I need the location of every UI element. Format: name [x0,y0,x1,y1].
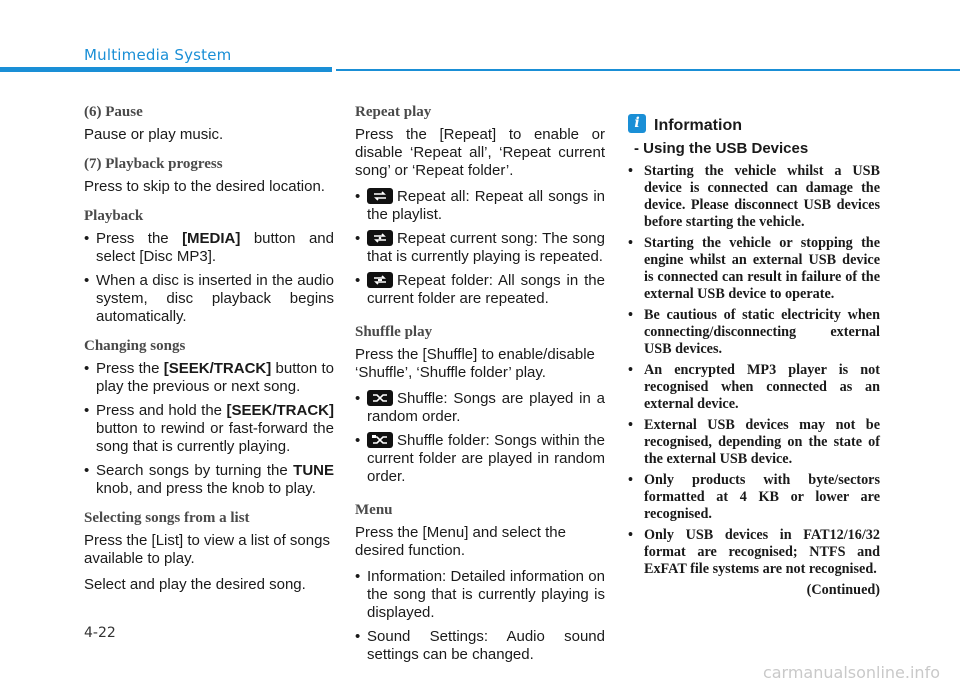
selecting-heading: Selecting songs from a list [84,510,250,526]
header-rule [336,69,960,71]
repeat-list [355,188,605,308]
list-item: • Starting the vehicle or stopping the engine whilst an external USB device is connected can result in failure of the external USB device to operate. [628,235,880,302]
continued-label: (Continued) [806,582,880,598]
selecting-text: Press the [List] to view a list of songs available to play. [84,532,330,567]
header-bar [0,67,332,72]
changing-list [84,360,334,498]
shuffle-text: Press the [Shuffle] to enable/disable ‘Shuffle’, ‘Shuffle folder’ play. [355,346,595,381]
info-subtitle: - Using the USB Devices [634,140,809,157]
list-item: • Repeat folder: All songs in the current folder are repeated. [355,272,605,307]
list-item: • Repeat all: Repeat all songs in the playlist. [355,188,605,223]
progress-text: Press to skip to the desired location. [84,178,325,195]
list-item: • Information: Detailed information on the song that is currently playing is displayed. [355,568,605,621]
repeat-one-icon [367,230,393,246]
list-item: • When a disc is inserted in the audio system, disc playback begins automatically. [84,272,334,325]
pause-heading: (6) Pause [84,104,143,120]
repeat-text: Press the [Repeat] to enable or disable ‘Repeat all’, ‘Repeat current song’ or ‘Repeat folder’. [355,126,605,179]
shuffle-folder-icon [367,432,393,448]
shuffle-heading: Shuffle play [355,324,433,340]
list-item: • Press the [SEEK/TRACK] button to play the previous or next song. [84,360,334,395]
pause-text: Pause or play music. [84,126,224,143]
list-item: • External USB devices may not be recognised, depending on the state of the external USB device. [628,417,880,467]
info-header [628,104,880,134]
list-item: • Sound Settings: Audio sound settings can be changed. [355,628,605,663]
info-list [628,163,880,578]
left-column [84,104,334,602]
repeat-all-icon [367,188,393,204]
progress-heading: (7) Playback progress [84,156,223,172]
list-item: • Shuffle folder: Songs within the current folder are played in random order. [355,432,605,485]
section-title: Multimedia System [84,46,232,64]
information-icon: i [628,114,646,133]
repeat-folder-icon [367,272,393,288]
selecting-text-2: Select and play the desired song. [84,576,306,593]
list-item: • Repeat current song: The song that is currently playing is repeated. [355,230,605,265]
info-column [628,104,880,599]
shuffle-list [355,390,605,486]
menu-heading: Menu [355,502,393,518]
list-item: • Be cautious of static electricity when connecting/disconnecting external USB devices. [628,307,880,357]
changing-heading: Changing songs [84,338,186,354]
playback-list [84,230,334,326]
menu-list [355,568,605,664]
menu-text: Press the [Menu] and select the desired function. [355,524,566,559]
list-item: • Only products with byte/sectors formatted at 4 KB or lower are recognised. [628,472,880,522]
list-item: • Starting the vehicle whilst a USB device is connected can damage the device. Please disconnect USB devices before starting the vehicle. [628,163,880,230]
list-item: • Press the [MEDIA] button and select [Disc MP3]. [84,230,334,265]
list-item: • Search songs by turning the TUNE knob, and press the knob to play. [84,462,334,497]
list-item: • Press and hold the [SEEK/TRACK] button to rewind or fast-forward the song that is currently playing. [84,402,334,455]
watermark: carmanualsonline.info [762,663,940,682]
info-title: Information [654,117,742,134]
repeat-heading: Repeat play [355,104,432,120]
page-number: 4-22 [84,625,116,641]
playback-heading: Playback [84,208,144,224]
middle-column [355,104,605,672]
shuffle-icon [367,390,393,406]
list-item: • Shuffle: Songs are played in a random order. [355,390,605,425]
list-item: • An encrypted MP3 player is not recognised when connected as an external device. [628,362,880,412]
list-item: • Only USB devices in FAT12/16/32 format are recognised; NTFS and ExFAT file systems are not recognised. [628,527,880,577]
